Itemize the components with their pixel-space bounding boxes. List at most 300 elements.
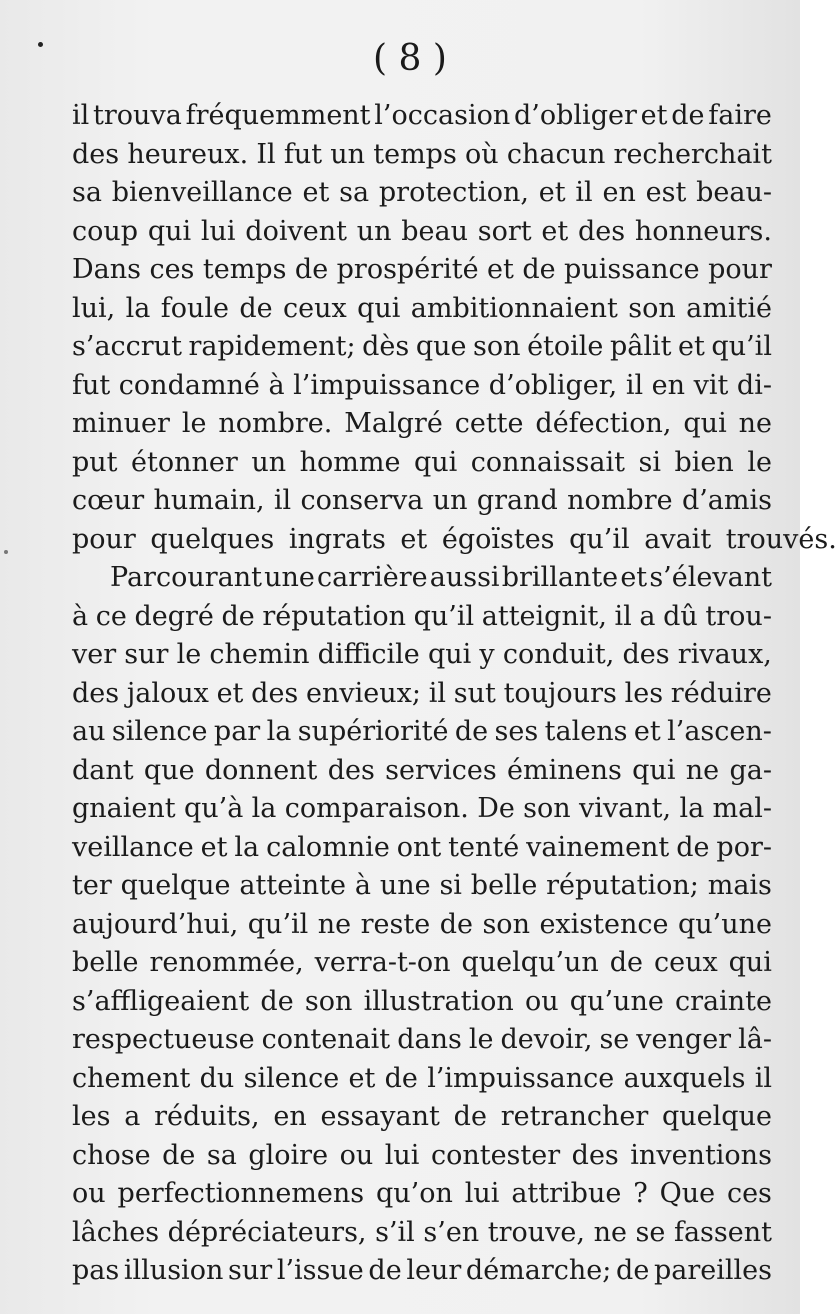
word: à xyxy=(72,600,89,632)
word: contester xyxy=(430,1139,561,1171)
word: trouve, xyxy=(487,1216,585,1248)
word: réputation; xyxy=(546,870,699,901)
word: dant xyxy=(72,754,134,786)
word: qui xyxy=(413,446,458,478)
word: foule xyxy=(160,292,229,324)
word: Que xyxy=(659,1178,716,1209)
word: qu’à xyxy=(183,793,244,824)
word: ont xyxy=(396,831,442,863)
word: un xyxy=(330,138,366,170)
word: envieux; xyxy=(306,677,421,709)
word: silence xyxy=(243,1062,340,1094)
word: d’obliger, xyxy=(488,369,618,401)
word: supériorité xyxy=(297,716,449,747)
word: jaloux xyxy=(126,677,209,709)
word: la xyxy=(234,831,260,863)
text-line xyxy=(72,174,772,213)
text-line xyxy=(72,713,772,752)
word: l’occasion xyxy=(374,100,511,131)
ink-speck xyxy=(4,550,8,554)
word: une xyxy=(264,562,315,593)
word: de xyxy=(294,254,329,285)
word: aussi xyxy=(429,562,500,593)
word: temps xyxy=(202,254,287,285)
word: essayant xyxy=(320,1101,440,1132)
word: d’obliger xyxy=(514,100,637,131)
word: faire xyxy=(708,100,772,131)
word: de xyxy=(368,1255,402,1286)
word: carrière xyxy=(317,562,428,593)
word: ter xyxy=(72,870,112,901)
word: temps xyxy=(373,138,457,170)
word: vainement xyxy=(526,831,670,863)
word: que xyxy=(415,331,467,362)
word: des xyxy=(577,215,626,247)
word: donnent xyxy=(204,754,318,786)
text-line xyxy=(72,405,772,444)
word: dépréciateurs, xyxy=(167,1216,367,1248)
word: talens xyxy=(544,716,628,747)
word: réputation xyxy=(262,600,406,632)
text-line xyxy=(72,213,772,252)
word: ? xyxy=(633,1178,648,1209)
word: y xyxy=(479,639,495,670)
word: et xyxy=(640,100,668,131)
word: trouvés. xyxy=(725,523,837,555)
text-line xyxy=(72,636,772,675)
word: sort xyxy=(477,215,532,247)
word: ver xyxy=(72,639,117,670)
word: nombre xyxy=(567,485,673,516)
word: beau- xyxy=(696,177,772,208)
word: son xyxy=(482,908,530,940)
word: et xyxy=(302,177,330,208)
word: sa xyxy=(339,177,370,208)
text-line xyxy=(72,1252,772,1291)
word: étonner xyxy=(131,446,238,478)
word: connaissait xyxy=(470,446,625,478)
word: qui xyxy=(357,292,401,324)
word: belle xyxy=(72,947,139,978)
word: crainte xyxy=(675,985,772,1017)
text-line xyxy=(72,1098,772,1137)
word: qu’il xyxy=(569,523,639,555)
word: beau xyxy=(401,215,468,247)
word: puissance xyxy=(564,254,700,285)
word: honneurs. xyxy=(634,215,772,247)
word: ingrats xyxy=(288,523,395,555)
word: son xyxy=(304,985,353,1017)
word: défection, xyxy=(535,408,672,439)
word: qui xyxy=(728,947,772,978)
word: lui xyxy=(200,215,236,247)
word: réduits, xyxy=(154,1101,260,1132)
word: pour xyxy=(708,254,772,285)
word: belle xyxy=(470,870,538,901)
word: de xyxy=(609,947,644,978)
text-line xyxy=(72,790,772,829)
word: venger xyxy=(636,1024,732,1055)
word: retrancher xyxy=(500,1101,649,1132)
word: et xyxy=(633,716,661,747)
word: ga- xyxy=(729,754,772,786)
word: calomnie xyxy=(266,831,390,863)
word: prospérité xyxy=(336,254,479,285)
word: veillance xyxy=(72,831,194,863)
word: gnaient xyxy=(72,793,176,824)
word: des xyxy=(327,754,375,786)
body-text xyxy=(72,97,837,1291)
word: ou xyxy=(72,1178,106,1209)
word: chose xyxy=(72,1139,151,1171)
word: le xyxy=(176,639,202,670)
word: dû xyxy=(663,600,698,632)
word: de xyxy=(453,1101,487,1132)
text-line xyxy=(72,328,772,367)
word: où xyxy=(465,138,499,170)
word: verra-t-on xyxy=(314,947,451,978)
word: quelqu’un xyxy=(461,947,599,978)
word: atteignit, xyxy=(481,600,607,632)
word: conduit, xyxy=(502,639,615,670)
word: l’ascen- xyxy=(667,716,772,747)
word: mal- xyxy=(712,793,772,824)
text-line xyxy=(72,752,772,791)
word: ne xyxy=(317,908,352,940)
word: de xyxy=(221,600,255,632)
word: les xyxy=(72,1101,111,1132)
word: s’affligeaient xyxy=(72,985,250,1017)
word: brillante xyxy=(501,562,619,593)
word: en xyxy=(602,177,636,208)
text-line xyxy=(72,1137,772,1176)
word: qu’il xyxy=(413,600,475,632)
word: ambitionnaient xyxy=(410,292,618,324)
word: et xyxy=(216,677,244,709)
word: de xyxy=(162,1139,196,1171)
word: coup xyxy=(72,215,139,247)
word: s’accrut xyxy=(72,331,182,362)
word: et xyxy=(538,177,566,208)
word: devoir, xyxy=(500,1024,593,1055)
word: chemin xyxy=(209,639,310,670)
word: Malgré xyxy=(344,408,443,439)
word: égoïstes xyxy=(441,523,564,555)
word: il xyxy=(614,600,632,632)
word: la xyxy=(266,716,292,747)
word: son xyxy=(523,793,571,824)
word: avait xyxy=(644,523,720,555)
word: lui xyxy=(464,1178,500,1209)
word: tenté xyxy=(448,831,520,863)
word: fréquemment xyxy=(185,100,371,131)
word: ceux xyxy=(283,292,347,324)
word: Parcourant xyxy=(110,562,262,593)
word: les xyxy=(624,677,664,709)
word: un xyxy=(432,485,468,516)
word: quelque xyxy=(662,1101,772,1132)
word: le xyxy=(181,408,207,439)
word: chement xyxy=(72,1062,191,1094)
word: grand xyxy=(476,485,558,516)
word: qu’on xyxy=(376,1178,453,1209)
word: bien xyxy=(674,446,734,478)
word: ne xyxy=(738,408,772,439)
word: par xyxy=(213,716,261,747)
word: s’en xyxy=(423,1216,480,1248)
word: l’impuissance xyxy=(293,369,481,401)
word: doivent xyxy=(245,215,347,247)
word: nombre. xyxy=(218,408,333,439)
word: sur xyxy=(228,1255,273,1286)
text-line xyxy=(72,290,772,329)
word: qu’une xyxy=(677,908,772,940)
word: protection, xyxy=(378,177,529,208)
word: conserva xyxy=(300,485,424,516)
text-line xyxy=(72,521,837,560)
word: éminens xyxy=(507,754,622,786)
word: la xyxy=(251,793,277,824)
word: attribue xyxy=(511,1178,622,1209)
word: quelque xyxy=(120,870,231,901)
word: des xyxy=(571,1139,619,1171)
word: perfectionnemens xyxy=(117,1178,365,1209)
word: pour xyxy=(72,523,145,555)
word: lui, xyxy=(72,292,116,324)
word: cœur xyxy=(72,485,145,516)
word: se xyxy=(635,1216,666,1248)
word: il xyxy=(273,485,292,516)
word: chacun xyxy=(506,138,606,170)
word: pareilles xyxy=(653,1255,772,1286)
word: mais xyxy=(707,870,772,901)
word: qui xyxy=(147,215,192,247)
word: et xyxy=(400,523,436,555)
word: des xyxy=(72,677,120,709)
word: dès xyxy=(362,331,410,362)
word: gloire xyxy=(248,1139,329,1171)
word: si xyxy=(638,446,661,478)
word: rapidement; xyxy=(188,331,356,362)
word: il xyxy=(625,369,644,401)
word: amitié xyxy=(686,292,772,324)
word: recherchait xyxy=(613,138,772,170)
word: por- xyxy=(716,831,772,863)
text-line xyxy=(72,367,772,406)
word: qui xyxy=(632,754,676,786)
text-line xyxy=(72,482,772,521)
word: si xyxy=(439,870,462,901)
word: et xyxy=(620,562,648,593)
word: reste xyxy=(360,908,431,940)
text-line xyxy=(72,598,772,637)
text-line xyxy=(72,675,772,714)
word: services xyxy=(385,754,497,786)
word: comparaison. xyxy=(284,793,469,824)
word: de xyxy=(384,1062,418,1094)
word: cette xyxy=(454,408,524,439)
word: toujours xyxy=(503,677,617,709)
word: et xyxy=(200,831,228,863)
word: contenait xyxy=(261,1024,391,1055)
word: à xyxy=(268,369,285,401)
word: la xyxy=(679,793,705,824)
word: est xyxy=(645,177,687,208)
word: au xyxy=(72,716,106,747)
word: l’issue xyxy=(276,1255,364,1286)
word: aujourd’hui, xyxy=(72,908,239,940)
text-line xyxy=(72,444,772,483)
word: fut xyxy=(72,369,111,401)
word: il xyxy=(575,177,593,208)
word: de xyxy=(239,292,273,324)
word: il xyxy=(754,1062,772,1094)
word: réduire xyxy=(670,677,772,709)
text-line xyxy=(72,1021,772,1060)
text-line xyxy=(72,559,772,598)
word: qu’il xyxy=(711,331,772,362)
word: étoile xyxy=(527,331,604,362)
word: bienveillance xyxy=(111,177,293,208)
word: et xyxy=(541,215,569,247)
word: de xyxy=(260,985,294,1017)
word: sa xyxy=(72,177,102,208)
word: Il xyxy=(256,138,276,170)
word: ne xyxy=(593,1216,627,1248)
text-line xyxy=(72,251,772,290)
word: à xyxy=(354,870,371,901)
word: lui xyxy=(384,1139,420,1171)
word: vivant, xyxy=(579,793,672,824)
word: un xyxy=(251,446,287,478)
page-number: ( 8 ) xyxy=(373,38,447,79)
word: inventions xyxy=(630,1139,772,1171)
word: auxquels xyxy=(623,1062,746,1094)
word: de xyxy=(616,1255,650,1286)
text-line xyxy=(72,867,772,906)
word: pas xyxy=(72,1255,120,1286)
word: condamné xyxy=(118,369,260,401)
word: son xyxy=(473,331,521,362)
word: de xyxy=(454,716,489,747)
word: put xyxy=(72,446,118,478)
word: et xyxy=(348,1062,376,1094)
word: ses xyxy=(494,716,539,747)
word: fut xyxy=(283,138,323,170)
word: que xyxy=(143,754,195,786)
word: des xyxy=(251,677,299,709)
word: sut xyxy=(453,677,496,709)
word: degré xyxy=(134,600,214,632)
word: silence xyxy=(111,716,208,747)
word: il xyxy=(72,100,90,131)
word: lâches xyxy=(72,1216,160,1248)
word: di- xyxy=(736,369,772,401)
word: l’impuissance xyxy=(427,1062,615,1094)
word: ne xyxy=(685,754,720,786)
word: pâlit xyxy=(609,331,672,362)
word: ces xyxy=(149,254,195,285)
word: ceux xyxy=(653,947,718,978)
word: ce xyxy=(95,600,127,632)
text-line xyxy=(72,983,772,1022)
word: s’élevant xyxy=(649,562,772,593)
word: s’il xyxy=(375,1216,415,1248)
word: Dans xyxy=(72,254,141,285)
word: des xyxy=(622,639,670,670)
word: ou xyxy=(524,985,559,1017)
word: et xyxy=(487,254,514,285)
word: illusion xyxy=(123,1255,224,1286)
word: se xyxy=(599,1024,630,1055)
word: homme xyxy=(299,446,401,478)
word: du xyxy=(199,1062,235,1094)
word: sa xyxy=(206,1139,237,1171)
word: une xyxy=(379,870,431,901)
word: le xyxy=(468,1024,494,1055)
word: minuer xyxy=(72,408,170,439)
word: a xyxy=(639,600,656,632)
word: démarche; xyxy=(465,1255,612,1286)
text-line xyxy=(72,97,772,136)
word: ou xyxy=(339,1139,374,1171)
word: difficile xyxy=(317,639,420,670)
text-line xyxy=(72,829,772,868)
word: d’amis xyxy=(681,485,772,516)
word: et xyxy=(678,331,705,362)
word: de xyxy=(676,831,710,863)
text-line xyxy=(72,136,772,175)
word: de xyxy=(522,254,556,285)
word: illustration xyxy=(363,985,514,1017)
text-line xyxy=(72,906,772,945)
word: un xyxy=(356,215,392,247)
text-line xyxy=(72,1175,772,1214)
word: des xyxy=(72,138,120,170)
word: qu’une xyxy=(569,985,664,1017)
word: fassent xyxy=(673,1216,772,1248)
word: son xyxy=(628,292,676,324)
text-line xyxy=(72,1060,772,1099)
word: trouva xyxy=(93,100,182,131)
word: il xyxy=(428,677,446,709)
word: de xyxy=(439,908,473,940)
word: en xyxy=(651,369,686,401)
text-line xyxy=(72,944,772,983)
word: dans xyxy=(397,1024,462,1055)
word: heureux. xyxy=(127,138,249,170)
word: humain, xyxy=(153,485,265,516)
word: sur xyxy=(124,639,169,670)
word: lâ- xyxy=(738,1024,772,1055)
word: existence xyxy=(539,908,669,940)
word: rivaux, xyxy=(677,639,772,670)
word: renommée, xyxy=(149,947,304,978)
word: quelques xyxy=(150,523,283,555)
word: leur xyxy=(406,1255,462,1286)
word: trou- xyxy=(705,600,772,632)
word: de xyxy=(671,100,705,131)
word: atteinte xyxy=(239,870,347,901)
word: a xyxy=(124,1101,141,1132)
text-line xyxy=(72,1214,772,1253)
word: la xyxy=(125,292,151,324)
word: qui xyxy=(427,639,472,670)
word: vit xyxy=(693,369,729,401)
word: ces xyxy=(726,1178,772,1209)
word: qui xyxy=(683,408,727,439)
word: en xyxy=(273,1101,307,1132)
